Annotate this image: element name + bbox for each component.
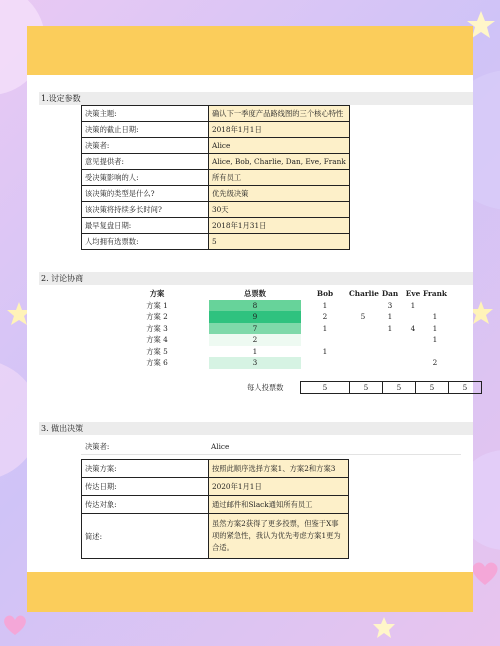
parameter-row bbox=[82, 234, 350, 250]
option-voter-votes: 1 bbox=[432, 335, 438, 344]
summary-line: 项的紧急性，我认为优先考虑方案1更为 bbox=[212, 531, 341, 540]
parameter-value: 确认下一季度产品路线图的三个核心特性 bbox=[209, 106, 350, 122]
summary-row bbox=[82, 514, 349, 559]
total-column-header: 总票数 bbox=[244, 289, 266, 298]
parameter-row bbox=[82, 122, 350, 138]
decision-maker-row bbox=[81, 442, 461, 455]
parameter-value: 2018年1月1日 bbox=[209, 122, 350, 138]
per-person-votes-cell: 5 bbox=[349, 382, 382, 393]
parameter-value: Alice, Bob, Charlie, Dan, Eve, Frank bbox=[209, 154, 350, 170]
heart-icon bbox=[2, 614, 28, 636]
option-voter-votes: 1 bbox=[322, 323, 328, 333]
voter-column-header: Charlie bbox=[349, 289, 379, 298]
option-voter-votes: 3 bbox=[387, 300, 393, 310]
decision-table bbox=[81, 459, 349, 559]
summary-value bbox=[209, 514, 349, 559]
parameter-label: 意见提供者: bbox=[82, 154, 209, 170]
decision-maker-label: 决策者: bbox=[85, 442, 110, 451]
decision-label: 传达对象: bbox=[82, 496, 209, 514]
vote-header-row bbox=[27, 288, 473, 300]
section-3-heading: 3. 做出决策 bbox=[39, 422, 473, 435]
option-column-header: 方案 bbox=[149, 289, 165, 298]
vote-option-row bbox=[27, 300, 473, 312]
voter-column-header: Dan bbox=[381, 289, 399, 298]
parameter-row bbox=[82, 138, 350, 154]
section-2-heading: 2. 讨论协商 bbox=[39, 272, 473, 285]
option-voter-votes: 1 bbox=[410, 300, 416, 310]
decision-value: 按照此顺序选择方案1、方案2和方案3 bbox=[209, 460, 349, 478]
option-total-votes: 1 bbox=[209, 346, 301, 358]
decision-label: 决策方案: bbox=[82, 460, 209, 478]
vote-option-row bbox=[27, 334, 473, 346]
option-voter-votes: 1 bbox=[432, 323, 438, 333]
parameter-label: 决策的截止日期: bbox=[82, 122, 209, 138]
star-icon bbox=[372, 616, 396, 640]
per-person-votes-cell: 5 bbox=[382, 382, 415, 393]
decision-value: 2020年1月1日 bbox=[209, 478, 349, 496]
per-person-votes-cell: 5 bbox=[415, 382, 448, 393]
option-total-votes: 7 bbox=[209, 323, 301, 335]
decision-row bbox=[82, 496, 349, 514]
voter-column-header: Eve bbox=[405, 289, 421, 298]
option-total-votes: 8 bbox=[209, 300, 301, 312]
parameter-row bbox=[82, 106, 350, 122]
option-total-votes: 9 bbox=[209, 311, 301, 323]
parameter-label: 受决策影响的人: bbox=[82, 170, 209, 186]
decision-maker-value: Alice bbox=[211, 442, 230, 451]
vote-option-row bbox=[27, 323, 473, 335]
parameter-row bbox=[82, 170, 350, 186]
decision-row bbox=[82, 460, 349, 478]
option-total-votes: 2 bbox=[209, 334, 301, 346]
option-voter-votes: 1 bbox=[387, 312, 393, 321]
option-voter-votes: 1 bbox=[322, 300, 328, 310]
voter-column-header: Frank bbox=[423, 289, 447, 298]
option-voter-votes: 4 bbox=[410, 323, 416, 333]
parameter-row bbox=[82, 202, 350, 218]
parameter-value: Alice bbox=[209, 138, 350, 154]
document-sheet bbox=[27, 26, 473, 612]
parameter-row bbox=[82, 154, 350, 170]
vote-option-row bbox=[27, 357, 473, 369]
option-name: 方案 1 bbox=[146, 300, 168, 310]
parameters-table bbox=[81, 105, 350, 250]
parameter-label: 最早复盘日期: bbox=[82, 218, 209, 234]
summary-label: 简述: bbox=[82, 514, 209, 559]
option-name: 方案 6 bbox=[146, 358, 168, 367]
summary-line: 虽然方案2获得了更多投票，但鉴于X事 bbox=[212, 519, 339, 528]
header-band bbox=[27, 26, 473, 75]
option-voter-votes: 1 bbox=[322, 346, 328, 356]
parameter-label: 人均拥有选票数: bbox=[82, 234, 209, 250]
footer-band bbox=[27, 572, 473, 612]
vote-option-row bbox=[27, 311, 473, 323]
section-1-heading: 1.设定参数 bbox=[39, 92, 473, 105]
option-name: 方案 5 bbox=[146, 346, 168, 356]
parameter-value: 优先级决策 bbox=[209, 186, 350, 202]
parameter-label: 该决策将持续多长时间? bbox=[82, 202, 209, 218]
option-voter-votes: 2 bbox=[432, 358, 438, 367]
summary-line: 合适。 bbox=[212, 543, 234, 552]
parameter-label: 决策主题: bbox=[82, 106, 209, 122]
decision-value: 通过邮件和Slack通知所有员工 bbox=[209, 496, 349, 514]
parameter-row bbox=[82, 186, 350, 202]
parameter-label: 该决策的类型是什么? bbox=[82, 186, 209, 202]
decision-row bbox=[82, 478, 349, 496]
parameter-value: 所有员工 bbox=[209, 170, 350, 186]
parameter-row bbox=[82, 218, 350, 234]
vote-option-row bbox=[27, 346, 473, 358]
option-voter-votes: 2 bbox=[322, 312, 328, 321]
option-voter-votes: 5 bbox=[360, 312, 366, 321]
per-person-votes-cell: 5 bbox=[322, 383, 328, 392]
parameter-label: 决策者: bbox=[82, 138, 209, 154]
option-total-votes: 3 bbox=[209, 357, 301, 369]
option-name: 方案 4 bbox=[146, 335, 168, 344]
per-person-votes-label: 每人投票数 bbox=[247, 383, 284, 392]
parameter-value: 5 bbox=[209, 234, 350, 250]
parameter-value: 2018年1月31日 bbox=[209, 218, 350, 234]
option-name: 方案 3 bbox=[146, 323, 168, 333]
option-voter-votes: 1 bbox=[387, 323, 393, 333]
heart-icon bbox=[470, 560, 500, 586]
per-person-votes-cell: 5 bbox=[448, 382, 481, 393]
decision-label: 传达日期: bbox=[82, 478, 209, 496]
parameter-value: 30天 bbox=[209, 202, 350, 218]
option-voter-votes: 1 bbox=[432, 312, 438, 321]
per-person-votes-row bbox=[300, 381, 482, 394]
voter-column-header: Bob bbox=[316, 289, 334, 298]
option-name: 方案 2 bbox=[146, 312, 168, 321]
